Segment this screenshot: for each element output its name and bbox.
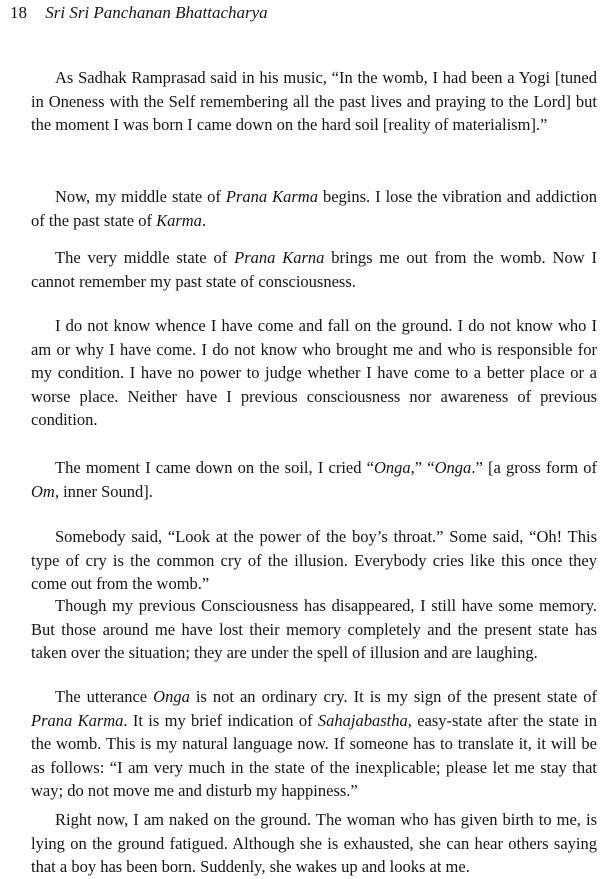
italic-term: Onga [153, 687, 190, 706]
text-run: The moment I came down on the soil, I cried “ [55, 458, 374, 477]
text-run: Right now, I am naked on the ground. The woman who has given birth to me, is lying on the ground fatigued. Although she is exhausted, she can hear others saying that a boy has been born. Suddenly, she wakes up and looks at me. [31, 810, 597, 877]
body-text [31, 314, 597, 432]
paragraph [31, 594, 597, 665]
body-text [31, 246, 597, 293]
body-text [31, 185, 597, 232]
page-number: 18 [10, 3, 27, 22]
italic-term: Prana Karma [31, 710, 124, 730]
text-run: begins. I lose the vibration and addiction of the past state of [31, 187, 598, 230]
body-text [31, 525, 597, 596]
paragraph [31, 456, 597, 503]
paragraph [31, 525, 597, 596]
text-run: Now, my middle state of [55, 187, 226, 206]
paragraph [31, 185, 597, 232]
text-run: ,” “ [410, 458, 435, 477]
paragraph [31, 808, 597, 879]
paragraph [31, 685, 597, 803]
body-text [31, 594, 597, 665]
running-title: Sri Sri Panchanan Bhattacharya [45, 3, 268, 22]
text-run: brings me out from the womb. Now I cannot remember my past state of consciousness. [31, 248, 597, 291]
text-run: The very middle state of [55, 248, 235, 267]
body-text [31, 685, 597, 803]
paragraph [31, 314, 597, 432]
paragraph [31, 246, 597, 293]
italic-term: Onga [374, 458, 411, 477]
italic-term: Onga [434, 458, 472, 477]
text-run: is not an ordinary cry. It is my sign of the present state of [189, 687, 598, 706]
page-header [10, 2, 268, 24]
text-run: , easy-state after the state in the womb. This is my natural language now. If someone has to translate it, it will be as follows: “I am very much in the state of the inexplicable; please let me stay that way; do not move me and disturb my happiness.” [31, 710, 597, 801]
text-run: , inner Sound]. [54, 481, 153, 501]
paragraph [31, 66, 597, 137]
text-run: Though my previous Consciousness has disappeared, I still have some memory. But those around me have lost their memory completely and the present state has taken over the situation; they are under the spell of illusion and are laughing. [31, 596, 597, 663]
text-run: Somebody said, “Look at the power of the boy’s throat.” Some said, “Oh! This type of cry is the common cry of the illusion. Everybody cries like this once they come out from the womb.” [31, 527, 597, 594]
text-run: . [201, 210, 207, 230]
text-run: The utterance [55, 687, 154, 706]
body-text [31, 66, 597, 137]
text-run: I do not know whence I have come and fall on the ground. I do not know who I am or why I have come. I do not know who brought me and who is responsible for my condition. I have no power to judge whether I have come to a better place or a worse place. Neither have I previous consciousness nor awareness of previous condition. [31, 316, 597, 430]
text-run: .” [a gross form of [471, 458, 597, 477]
italic-term: Karma [156, 210, 202, 230]
text-run: . It is my brief indication of [123, 710, 318, 730]
body-text [31, 456, 597, 503]
italic-term: Om [31, 481, 55, 501]
italic-term: Prana Karna [234, 248, 325, 267]
text-run: As Sadhak Ramprasad said in his music, “In the womb, I had been a Yogi [tuned in Oneness with the Self remembering all the past lives and praying to the Lord] but the moment I was born I came down on the hard soil [reality of materialism].” [31, 68, 597, 135]
italic-term: Prana Karma [225, 187, 318, 206]
body-text [31, 808, 597, 879]
italic-term: Sahajabastha [317, 710, 408, 730]
